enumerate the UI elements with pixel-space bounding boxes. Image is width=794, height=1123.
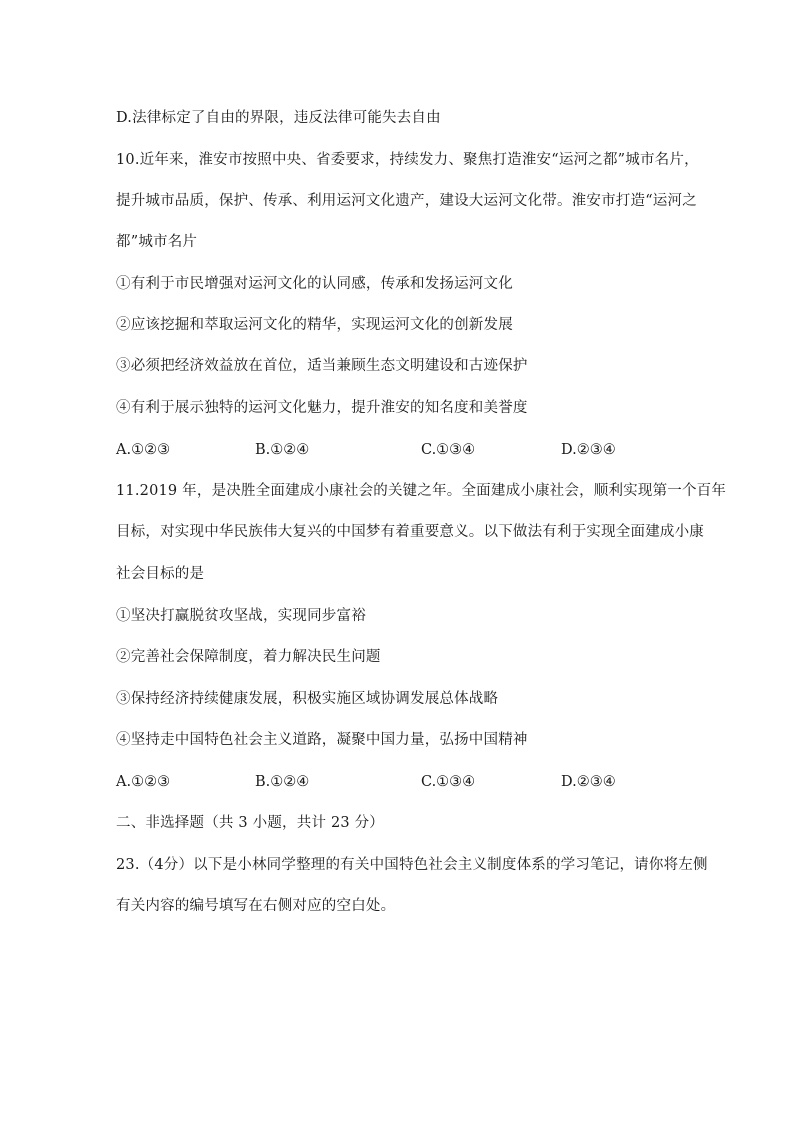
q11-stem-line-2: 目标，对实现中华民族伟大复兴的中国梦有着重要意义。以下做法有利于实现全面建成小康 [116, 524, 704, 540]
q10-choice-b: B.①②④ [255, 442, 310, 458]
q10-choice-a: A.①②③ [116, 442, 171, 458]
q10-stem-line-1: 10.近年来，淮安市按照中央、省委要求，持续发力、聚焦打造淮安“运河之都”城市名片， [116, 152, 699, 168]
q10-choice-d: D.②③④ [561, 442, 616, 458]
q11-item-1: ①坚决打赢脱贫攻坚战，实现同步富裕 [116, 608, 366, 624]
q11-choice-a: A.①②③ [116, 774, 171, 790]
q11-item-3: ③保持经济持续健康发展，积极实施区域协调发展总体战略 [116, 691, 499, 707]
q11-choice-d: D.②③④ [561, 774, 616, 790]
q11-item-2: ②完善社会保障制度，着力解决民生问题 [116, 649, 381, 665]
q10-item-4: ④有利于展示独特的运河文化魅力，提升淮安的知名度和美誉度 [116, 400, 528, 416]
q11-stem-line-1: 11.2019 年，是决胜全面建成小康社会的关键之年。全面建成小康社会，顺利实现第一个百年 [116, 483, 727, 499]
q11-choice-c: C.①③④ [421, 774, 476, 790]
q9-option-d: D.法律标定了自由的界限，违反法律可能失去自由 [116, 110, 441, 126]
q10-item-1: ①有利于市民增强对运河文化的认同感，传承和发扬运河文化 [116, 276, 513, 292]
q11-choice-b: B.①②④ [255, 774, 310, 790]
q10-stem-line-3: 都”城市名片 [116, 234, 198, 250]
q11-stem-line-3: 社会目标的是 [116, 566, 205, 582]
q10-item-2: ②应该挖掘和萃取运河文化的精华，实现运河文化的创新发展 [116, 317, 513, 333]
section-heading: 二、非选择题（共 3 小题，共计 23 分） [116, 815, 385, 831]
q10-item-3: ③必须把经济效益放在首位，适当兼顾生态文明建设和古迹保护 [116, 358, 528, 374]
q23-stem-line-1: 23.（4分）以下是小林同学整理的有关中国特色社会主义制度体系的学习笔记，请你将左侧 [116, 857, 708, 873]
q23-stem-line-2: 有关内容的编号填写在右侧对应的空白处。 [116, 898, 396, 914]
q10-choice-c: C.①③④ [421, 442, 476, 458]
q10-stem-line-2: 提升城市品质，保护、传承、利用运河文化遗产，建设大运河文化带。淮安市打造“运河之 [116, 193, 697, 209]
q11-item-4: ④坚持走中国特色社会主义道路，凝聚中国力量，弘扬中国精神 [116, 732, 528, 748]
